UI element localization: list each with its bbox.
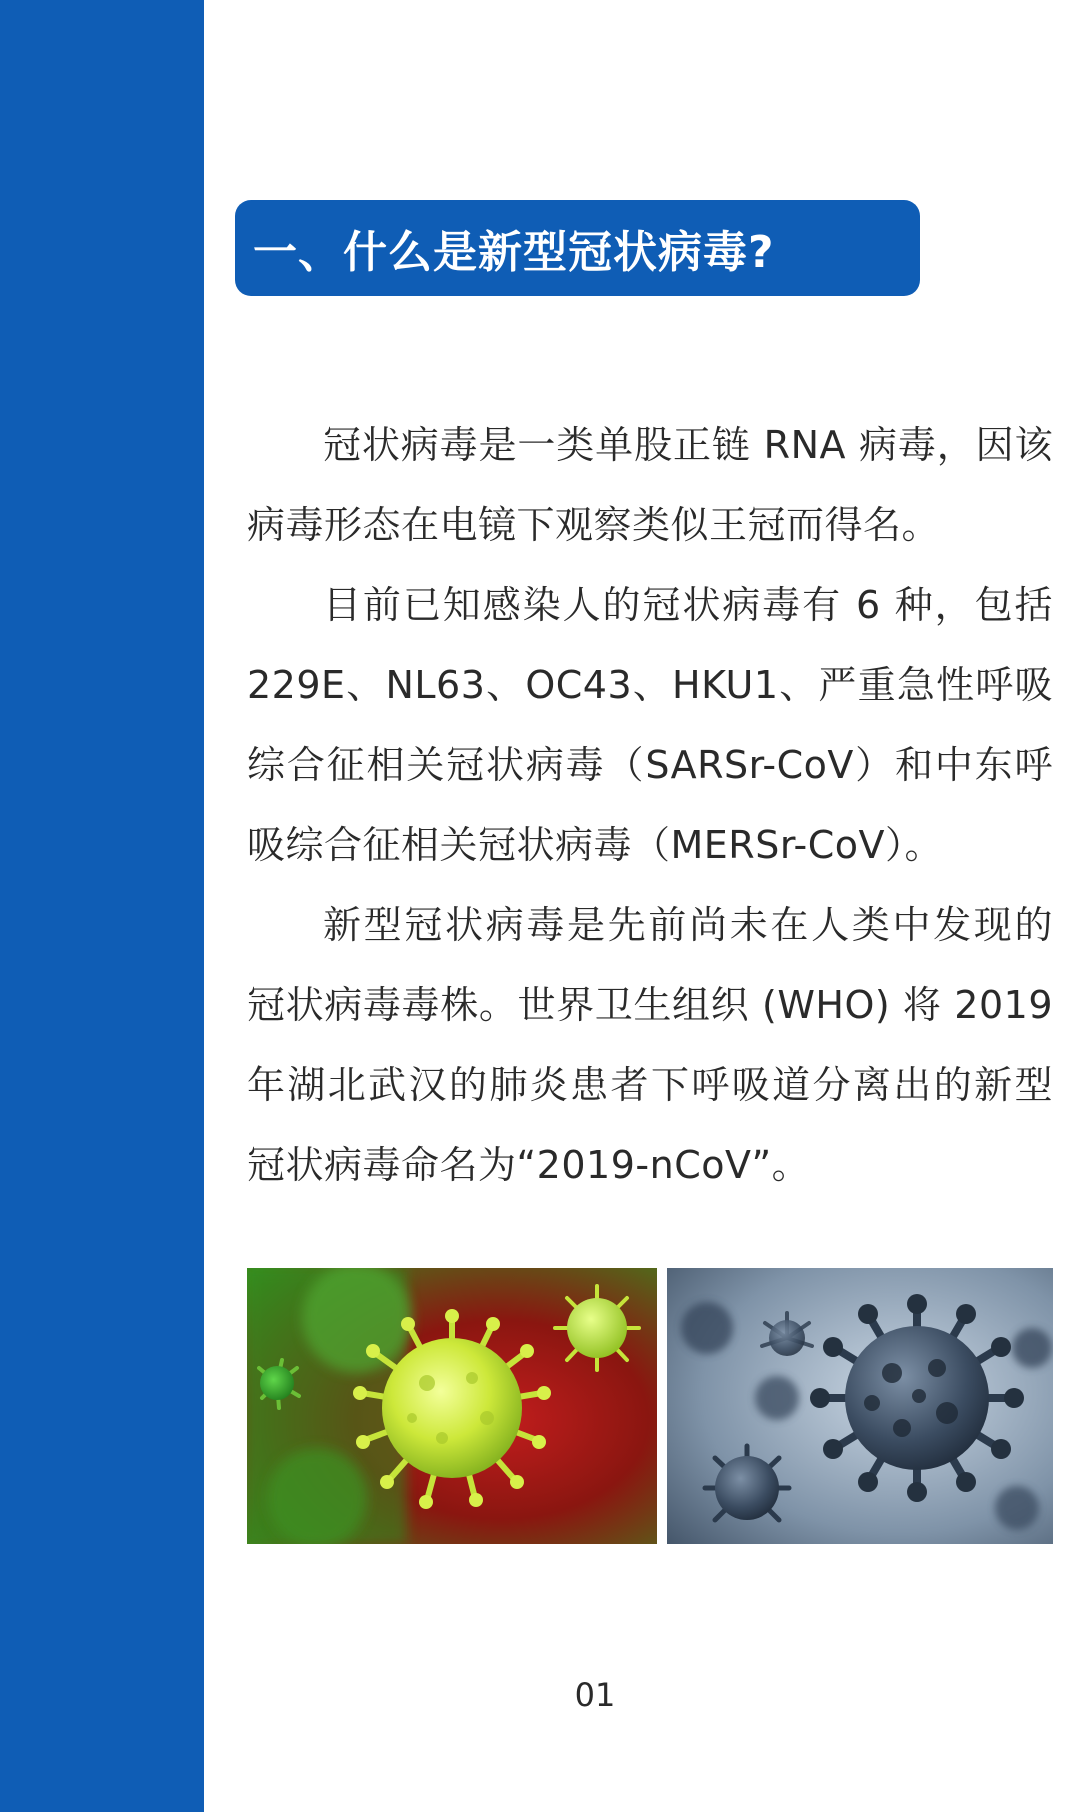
left-blue-sidebar <box>0 0 204 1812</box>
paragraph-1: 冠状病毒是一类单股正链 RNA 病毒，因该病毒形态在电镜下观察类似王冠而得名。 <box>247 423 1053 547</box>
section-heading-title: 一、什么是新型冠状病毒? <box>253 227 775 278</box>
gray-coronavirus-image <box>667 1268 1053 1544</box>
paragraph-3: 新型冠状病毒是先前尚未在人类中发现的冠状病毒毒株。世界卫生组织 (WHO) 将 2019 年湖北武汉的肺炎患者下呼吸道分离出的新型冠状病毒命名为“2019-nCoV”。 <box>247 903 1053 1187</box>
page-number: 01 <box>574 1676 616 1714</box>
illustration-row <box>247 1268 1053 1544</box>
paragraph-2: 目前已知感染人的冠状病毒有 6 种，包括 229E、NL63、OC43、HKU1、严重急性呼吸综合征相关冠状病毒（SARSr-CoV）和中东呼吸综合征相关冠状病毒（MERSr-CoV）。 <box>247 583 1053 867</box>
green-coronavirus-image <box>247 1268 657 1544</box>
section-heading-banner <box>235 200 920 296</box>
body-content <box>247 405 1053 1205</box>
